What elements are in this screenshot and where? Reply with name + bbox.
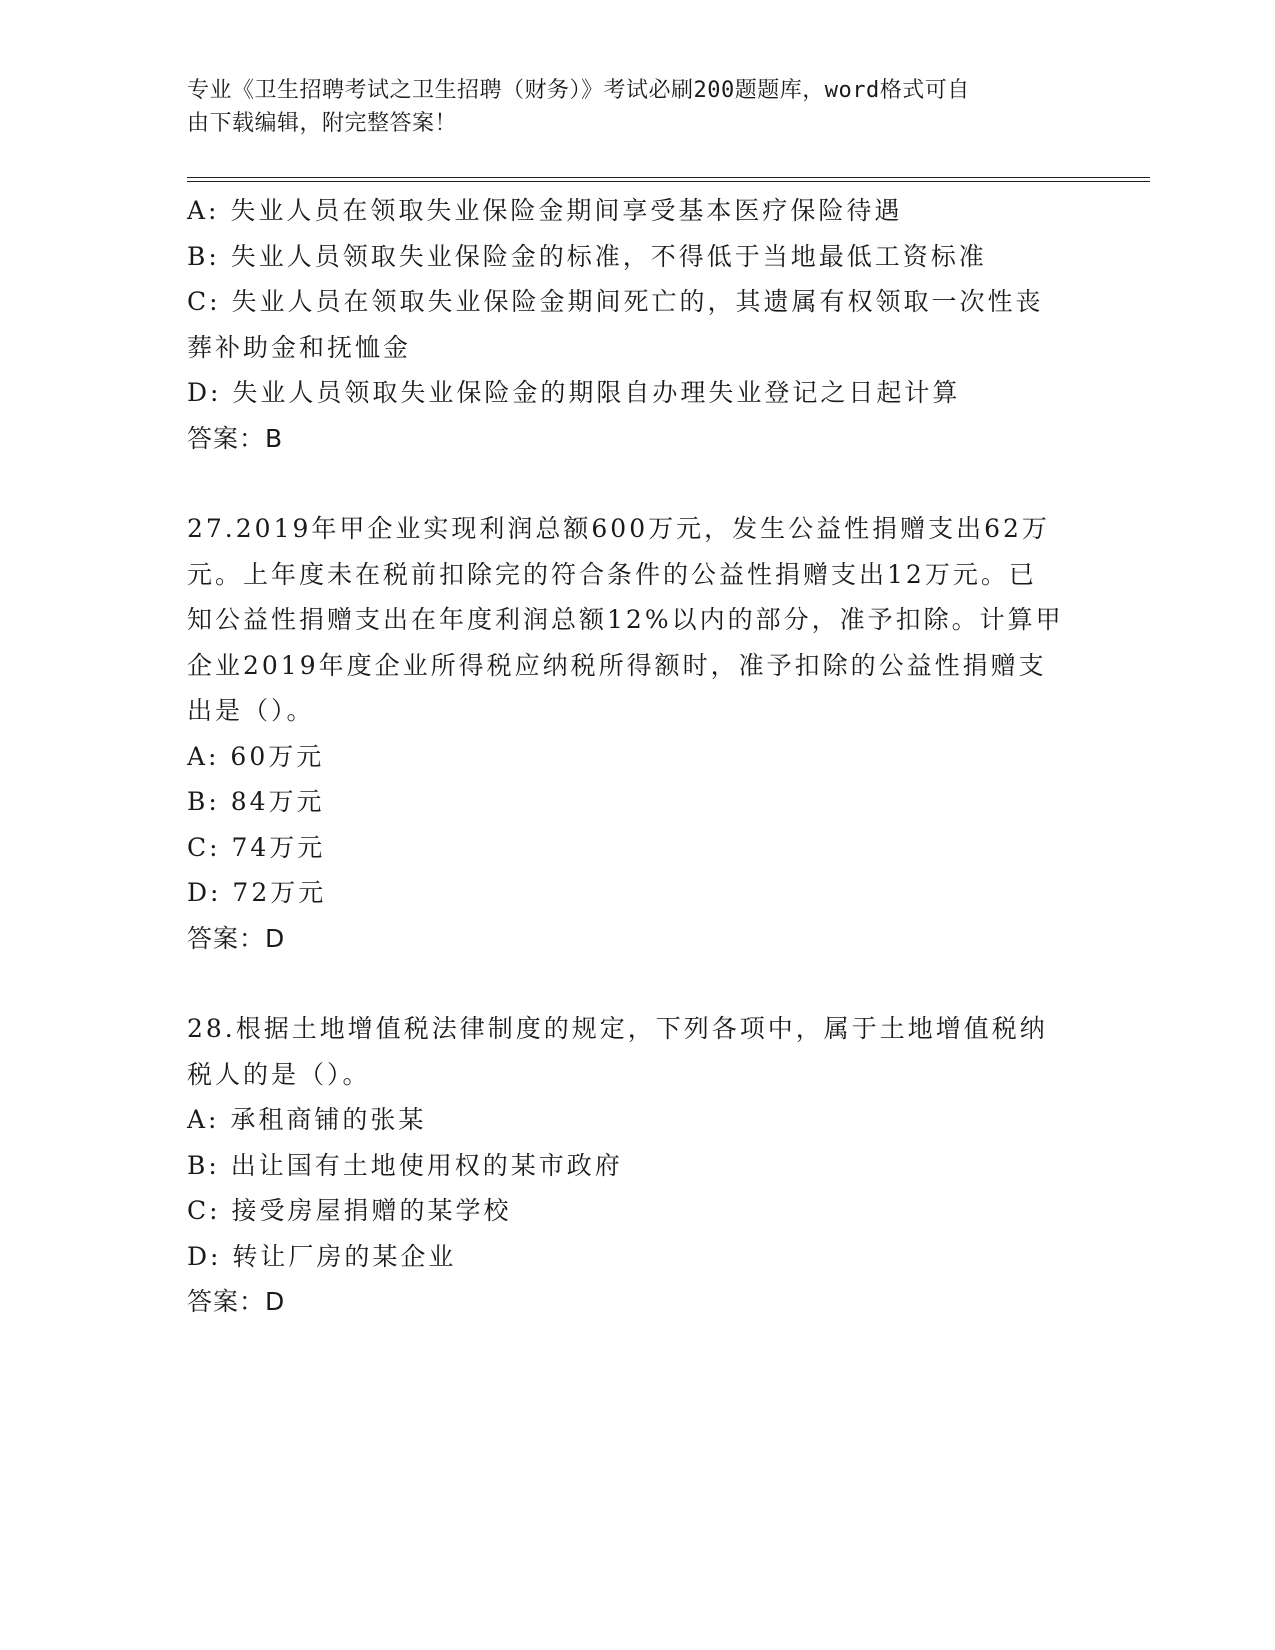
spacer (187, 461, 1067, 506)
q26-option-c: C: 失业人员在领取失业保险金期间死亡的，其遗属有权领取一次性丧 (187, 287, 1044, 316)
q27-option-d: D: 72万元 (187, 878, 327, 907)
q26-option-a: A: 失业人员在领取失业保险金期间享受基本医疗保险待遇 (187, 196, 903, 225)
question-28 (187, 1006, 1067, 1325)
q28-option-a: A: 承租商铺的张某 (187, 1105, 427, 1134)
q27-option-c: C: 74万元 (187, 832, 326, 862)
q26-option-c-continued: 葬补助金和抚恤金 (187, 332, 412, 362)
q27-option-a: A: 60万元 (187, 741, 325, 771)
q28-option-c: C: 接受房屋捐赠的某学校 (187, 1196, 512, 1225)
q27-answer: 答案：D (187, 923, 286, 953)
q27-stem-line-2: 元。上年度未在税前扣除完的符合条件的公益性捐赠支出12万元。已 (187, 559, 1037, 589)
q27-stem-line-5: 出是（）。 (187, 696, 315, 725)
q27-option-b: B: 84万元 (187, 787, 325, 816)
q28-stem-line-2: 税人的是（）。 (187, 1059, 371, 1089)
q28-answer: 答案：D (187, 1287, 286, 1316)
document-header (187, 74, 1067, 140)
spacer (187, 961, 1067, 1006)
q26-option-b: B: 失业人员领取失业保险金的标准，不得低于当地最低工资标准 (187, 241, 987, 271)
question-27 (187, 506, 1067, 961)
q27-stem-line-1: 27.2019年甲企业实现利润总额600万元，发生公益性捐赠支出62万 (187, 514, 1050, 543)
header-divider-top (187, 177, 1150, 178)
q26-option-d: D: 失业人员领取失业保险金的期限自办理失业登记之日起计算 (187, 378, 961, 407)
q28-option-b: B: 出让国有土地使用权的某市政府 (187, 1150, 623, 1180)
header-line-1: 专业《卫生招聘考试之卫生招聘（财务）》考试必刷200题题库，word格式可自 (187, 78, 970, 103)
q27-stem-line-4: 企业2019年度企业所得税应纳税所得额时，准予扣除的公益性捐赠支 (187, 650, 1047, 680)
q27-stem-line-3: 知公益性捐赠支出在年度利润总额12%以内的部分，准予扣除。计算甲 (187, 605, 1064, 634)
q28-option-d: D: 转让厂房的某企业 (187, 1241, 457, 1271)
question-content (187, 188, 1067, 1325)
q28-stem-line-1: 28.根据土地增值税法律制度的规定，下列各项中，属于土地增值税纳 (187, 1014, 1048, 1043)
header-divider-bottom (187, 181, 1150, 182)
q26-answer: 答案：B (187, 423, 284, 453)
header-line-2: 由下载编辑，附完整答案！ (187, 111, 458, 136)
question-26 (187, 188, 1067, 461)
